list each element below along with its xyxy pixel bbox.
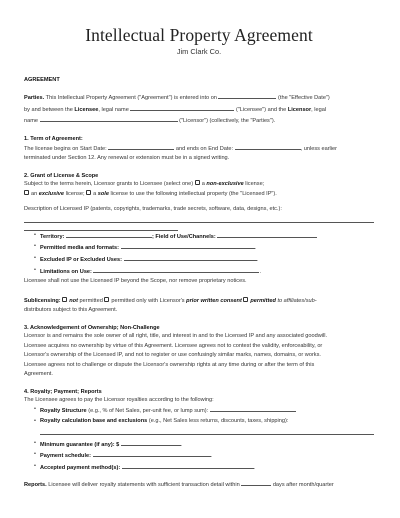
royalty-item-schedule: • Payment schedule: . (40, 450, 374, 462)
sublicensing-consent-checkbox[interactable] (104, 297, 109, 302)
acknowledgement-paragraph: Licensor is and remains the sole owner of all right, title, and interest in and to the Licensed IP and any associated goodwill. Licensee acquires no ownership by virtue of this Agreement. Licensee agrees not to contest the validity, enforceability, or Licensor's ownership of the Licensed IP, and not to register or use confusingly similar marks, names, domains, or works. Licensee agrees not to challenge or dispute the Licensor's ownership rights at any time during or after the term of this Agreement. (24, 332, 328, 378)
payment-schedule-field[interactable] (93, 450, 211, 457)
reports-days-field[interactable] (241, 479, 271, 486)
parties-label: Parties. (24, 95, 45, 101)
royalty-item-methods: • Accepted payment method(s): . (40, 462, 374, 474)
scope-item-limitations: • Limitations on Use: . (40, 266, 374, 278)
term-heading: 1. Term of Agreement: (24, 135, 83, 142)
payment-method-field[interactable] (122, 462, 254, 469)
sole-checkbox[interactable] (86, 190, 91, 195)
agreement-heading: AGREEMENT (24, 77, 60, 83)
term-paragraph: The license begins on Start Date: and ends on End Date: , unless earlier terminated under Section 12. Any renewal or extension must be in a signed writing. (24, 143, 374, 164)
non-exclusive-checkbox[interactable] (195, 180, 200, 185)
licensed-ip-line-1[interactable] (24, 215, 374, 223)
scope-list (24, 231, 374, 277)
licensed-ip-description-label: Description of Licensed IP (patents, copyrights, trademarks, trade secrets, software, data, designs, etc.): (24, 206, 282, 213)
reports-paragraph: Reports. Licensee will deliver royalty statements with sufficient transaction detail within days after month/quarter (24, 479, 374, 491)
limitations-field[interactable] (93, 266, 259, 273)
exclusive-checkbox[interactable] (24, 190, 29, 195)
royalty-item-structure: • Royalty Structure (e.g., % of Net Sales, per-unit fee, or lump sum): (40, 405, 374, 417)
sublicensing-affiliates-checkbox[interactable] (243, 297, 248, 302)
scope-item-territory: • Territory: ; Field of Use/Channels: (40, 231, 374, 243)
royalty-structure-field[interactable] (210, 405, 296, 412)
company-name: Jim Clark Co. (176, 47, 222, 56)
scope-item-excluded: • Excluded IP or Excluded Uses: . (40, 254, 374, 266)
parties-paragraph: Parties. This Intellectual Property Agreement ("Agreement") is entered into on (the "Effective Date") by and between the Licensee, legal name ("Licensee") and the Licensor, legal name ("Licensor") (collectively, the "Parties"). (24, 92, 374, 127)
royalty-base-field[interactable] (40, 427, 374, 435)
effective-date-field[interactable] (218, 92, 276, 99)
royalty-list-2 (24, 439, 374, 474)
document-title: Intellectual Property Agreement (85, 25, 313, 45)
royalty-item-base: • Royalty calculation base and exclusions (e.g., Net Sales less returns, discounts, taxes, shipping): (40, 417, 374, 427)
licensed-ip-line-2[interactable] (24, 223, 178, 231)
sublicensing-label: Sublicensing: (24, 297, 61, 304)
territory-field[interactable] (66, 231, 152, 238)
minimum-guarantee-field[interactable] (121, 439, 181, 446)
royalty-intro: The Licensee agrees to pay the Licensor royalties according to the following: (24, 396, 214, 403)
sublicensing-not-permitted-checkbox[interactable] (62, 297, 67, 302)
royalty-list (24, 405, 374, 426)
licensee-name-field[interactable] (130, 104, 234, 111)
excluded-ip-field[interactable] (124, 254, 257, 261)
royalty-heading: 4. Royalty; Payment; Reports (24, 388, 102, 395)
grant-heading: 2. Grant of License & Scope (24, 172, 99, 179)
grant-paragraph: Subject to the terms herein, Licensor grants to Licensee (select one) a non-exclusive license; an exclusive license; a sole license to use the following intellectual property (the "Licensed IP"). (24, 180, 277, 197)
field-of-use-field[interactable] (217, 231, 317, 238)
royalty-item-minimum: • Minimum guarantee (if any): $ . (40, 439, 374, 451)
scope-note: Licensee shall not use the Licensed IP beyond the Scope, nor remove proprietary notices. (24, 278, 247, 285)
licensor-name-field[interactable] (40, 115, 178, 122)
scope-item-media: • Permitted media and formats: . (40, 242, 374, 254)
acknowledgement-heading: 3. Acknowledgement of Ownership; Non-Challenge (24, 324, 160, 331)
sublicensing-paragraph: Sublicensing: not permitted permitted only with Licensor's prior written consent permitted to affiliates/sub- distributors subject to this Agreement. (24, 297, 317, 314)
permitted-media-field[interactable] (121, 242, 255, 249)
start-date-field[interactable] (108, 143, 174, 150)
end-date-field[interactable] (235, 143, 301, 150)
